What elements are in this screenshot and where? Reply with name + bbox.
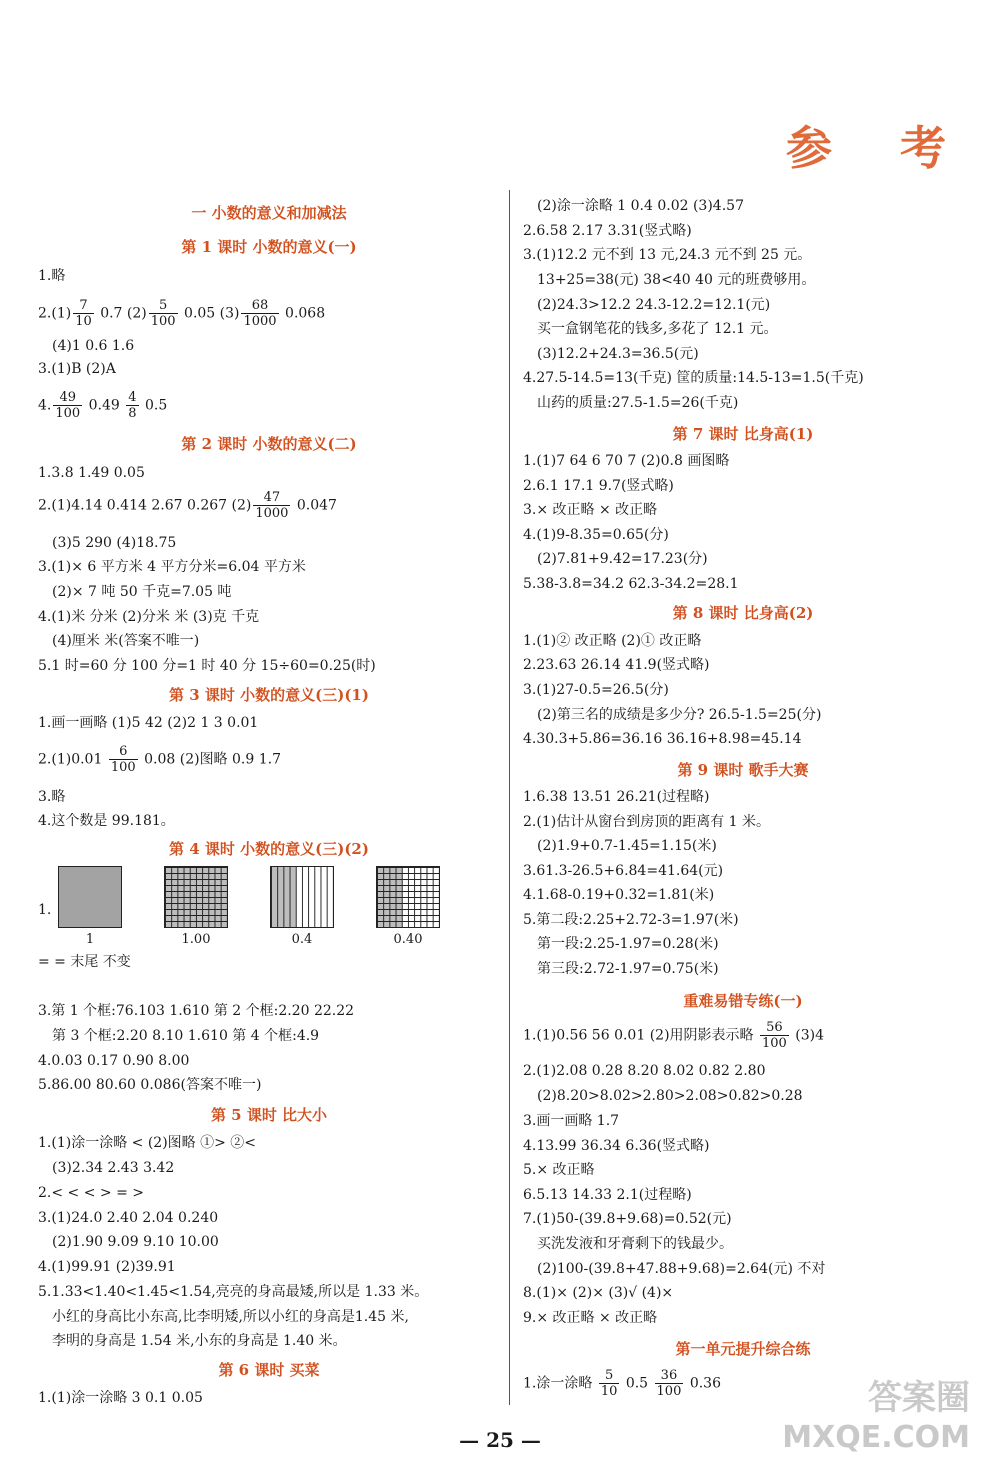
lesson-title: 第 9 课时 歌手大赛 xyxy=(677,761,809,779)
answer-line: (2)第三名的成绩是多少分? 26.5-1.5=25(分) xyxy=(537,707,822,723)
answer-line: (2)1.9+0.7-1.45=1.15(米) xyxy=(537,838,717,854)
answer-line: 1.(1)0.56 56 0.01 (2)用阴影表示略 $\frac{56}{100}$ (3)4 xyxy=(523,1020,825,1051)
hundred-grid xyxy=(164,866,228,928)
figure-label: 1. xyxy=(38,902,52,918)
answer-line: 买一盒钢笔花的钱多,多花了 12.1 元。 xyxy=(537,321,778,337)
answer-line: (3)5 290 (4)18.75 xyxy=(52,535,177,551)
answer-line: 4.27.5-14.5=13(千克) 筐的质量:14.5-13=1.5(千克) xyxy=(523,370,864,386)
unit-title: 一 小数的意义和加减法 xyxy=(191,204,347,222)
answer-line: 3.× 改正略 × 改正略 xyxy=(523,502,658,518)
lesson-title: 第 6 课时 买菜 xyxy=(218,1361,320,1379)
answer-line: (2)7.81+9.42=17.23(分) xyxy=(537,551,708,567)
answer-line: = = 末尾 不变 xyxy=(38,954,131,970)
answer-line: 4.(1)米 分米 (2)分米 米 (3)克 千克 xyxy=(38,609,260,625)
page-number: — 25 — xyxy=(459,1428,541,1452)
lesson-title: 第 8 课时 比身高(2) xyxy=(672,604,814,622)
watermark-logo xyxy=(782,1378,970,1458)
answer-line: 2.23.63 26.14 41.9(竖式略) xyxy=(523,657,710,673)
answer-line: (3)2.34 2.43 3.42 xyxy=(52,1160,175,1176)
answer-line: 5.× 改正略 xyxy=(523,1162,595,1178)
answer-line: 4.1.68-0.19+0.32=1.81(米) xyxy=(523,887,715,903)
lesson-title: 第 2 课时 小数的意义(二) xyxy=(181,435,357,453)
answer-line: 5.38-3.8=34.2 62.3-34.2=28.1 xyxy=(523,576,739,592)
answer-line: 4. $\frac{49}{100}$ 0.49 $\frac{4}{8}$ 0.5 xyxy=(38,390,168,421)
answer-line: 李明的身高是 1.54 米,小东的身高是 1.40 米。 xyxy=(52,1333,347,1349)
watermark-text: 答案圈 xyxy=(868,1378,970,1418)
answer-line: 13+25=38(元) 38<40 40 元的班费够用。 xyxy=(537,272,816,288)
lesson-title: 重难易错专练(一) xyxy=(683,992,803,1010)
answer-line: 山药的质量:27.5-1.5=26(千克) xyxy=(537,395,739,411)
figure-caption: 0.4 xyxy=(291,932,313,947)
answer-line: 1.(1)7 64 6 70 7 (2)0.8 画图略 xyxy=(523,453,730,469)
lesson-title: 第一单元提升综合练 xyxy=(675,1340,811,1358)
tenth-stripes xyxy=(270,866,334,928)
answer-line: 1.(1)涂一涂略 3 0.1 0.05 xyxy=(38,1390,203,1406)
answer-line: 3.第 1 个框:76.103 1.610 第 2 个框:2.20 22.22 xyxy=(38,1003,355,1019)
fraction: $\frac{49}{100}$ xyxy=(55,390,81,421)
figure-caption: 0.40 xyxy=(393,932,423,947)
answer-line: 1.(1)涂一涂略 < (2)图略 ①> ②< xyxy=(38,1135,257,1151)
fraction: $\frac{6}{100}$ xyxy=(110,744,136,775)
hundred-grid xyxy=(376,866,440,928)
answer-line: 2.(1)估计从窗台到房顶的距离有 1 米。 xyxy=(523,814,770,830)
lesson-title: 第 4 课时 小数的意义(三)(2) xyxy=(169,840,369,858)
answer-line: 2.(1)4.14 0.414 2.67 0.267 (2) $\frac{47}{1000}$ 0.047 xyxy=(38,490,337,521)
answer-line: 1.画一画略 (1)5 42 (2)2 1 3 0.01 xyxy=(38,715,259,731)
answer-line: (3)12.2+24.3=36.5(元) xyxy=(537,346,699,362)
answer-line: 第 3 个框:2.20 8.10 1.610 第 4 个框:4.9 xyxy=(52,1028,320,1044)
answer-line: 4.0.03 0.17 0.90 8.00 xyxy=(38,1053,190,1069)
answer-line: 2.6.1 17.1 9.7(竖式略) xyxy=(523,478,674,494)
lesson-title: 第 3 课时 小数的意义(三)(1) xyxy=(169,686,369,704)
answer-line: 1.(1)② 改正略 (2)① 改正略 xyxy=(523,633,702,649)
answer-line: 2.(1) $\frac{7}{10}$ 0.7 (2) $\frac{5}{100}$ 0.05 (3) $\frac{68}{1000}$ 0.068 xyxy=(38,298,326,329)
answer-line: 4.30.3+5.86=36.16 36.16+8.98=45.14 xyxy=(523,731,802,747)
answer-line: 5.第二段:2.25+2.72-3=1.97(米) xyxy=(523,912,739,928)
answer-line: 4.这个数是 99.181。 xyxy=(38,813,175,829)
answer-line: 2.(1)0.01 $\frac{6}{100}$ 0.08 (2)图略 0.9 1.7 xyxy=(38,744,281,775)
fraction: $\frac{56}{100}$ xyxy=(761,1020,787,1051)
figure-caption: 1.00 xyxy=(181,932,211,947)
answer-line: 买洗发液和牙膏剩下的钱最少。 xyxy=(537,1236,733,1252)
answer-line: 7.(1)50-(39.8+9.68)=0.52(元) xyxy=(523,1211,732,1227)
answer-line: 8.(1)× (2)× (3)√ (4)× xyxy=(523,1285,674,1301)
answer-line: (2)100-(39.8+47.88+9.68)=2.64(元) 不对 xyxy=(537,1261,826,1277)
answer-line: 6.5.13 14.33 2.1(过程略) xyxy=(523,1187,692,1203)
answer-line: (2)涂一涂略 1 0.4 0.02 (3)4.57 xyxy=(537,198,744,214)
answer-line: 5.1 时=60 分 100 分=1 时 40 分 15÷60=0.25(时) xyxy=(38,658,376,674)
answer-line: 9.× 改正略 × 改正略 xyxy=(523,1310,658,1326)
fraction: $\frac{36}{100}$ xyxy=(656,1368,682,1399)
watermark-url: MXQE.COM xyxy=(782,1420,970,1455)
lesson-title: 第 7 课时 比身高(1) xyxy=(672,425,814,443)
column-divider xyxy=(509,190,510,1405)
answer-line: (2)× 7 吨 50 千克=7.05 吨 xyxy=(52,584,232,600)
answer-line: (2)1.90 9.09 9.10 10.00 xyxy=(52,1234,219,1250)
answer-line: (4)1 0.6 1.6 xyxy=(52,338,135,354)
answer-line: 第一段:2.25-1.97=0.28(米) xyxy=(537,936,719,952)
answer-line: 1.3.8 1.49 0.05 xyxy=(38,465,145,481)
answer-line: 5.1.33<1.40<1.45<1.54,亮亮的身高最矮,所以是 1.33 米。 xyxy=(38,1284,429,1300)
answer-line: 3.61.3-26.5+6.84=41.64(元) xyxy=(523,863,724,879)
answer-line: 3.(1)24.0 2.40 2.04 0.240 xyxy=(38,1210,219,1226)
answer-line: 1.6.38 13.51 26.21(过程略) xyxy=(523,789,710,805)
lesson-title: 第 1 课时 小数的意义(一) xyxy=(181,238,357,256)
fraction: $\frac{7}{10}$ xyxy=(75,298,92,329)
answer-line: 4.(1)9-8.35=0.65(分) xyxy=(523,527,669,543)
answer-line: 1.涂一涂略 $\frac{5}{10}$ 0.5 $\frac{36}{100}$ 0.36 xyxy=(523,1368,721,1399)
shaded-square xyxy=(58,866,122,928)
fraction: $\frac{4}{8}$ xyxy=(128,390,137,421)
answer-line: 1.略 xyxy=(38,268,66,284)
answer-line: 3.(1)× 6 平方米 4 平方分米=6.04 平方米 xyxy=(38,559,306,575)
fraction: $\frac{68}{1000}$ xyxy=(243,298,277,329)
answer-line: 小红的身高比小东高,比李明矮,所以小红的身高是1.45 米, xyxy=(52,1309,409,1325)
answer-line: (2)24.3>12.2 24.3-12.2=12.1(元) xyxy=(537,297,771,313)
answer-line: 2.< < < > = > xyxy=(38,1185,144,1201)
answer-line: (2)8.20>8.02>2.80>2.08>0.82>0.28 xyxy=(537,1088,803,1104)
answer-line: 3.(1)27-0.5=26.5(分) xyxy=(523,682,669,698)
fraction: $\frac{5}{100}$ xyxy=(150,298,176,329)
answer-line: 2.6.58 2.17 3.31(竖式略) xyxy=(523,223,692,239)
answer-line: (4)厘米 米(答案不唯一) xyxy=(52,633,200,649)
answer-line: 3.略 xyxy=(38,789,66,805)
answer-line: 2.(1)2.08 0.28 8.20 8.02 0.82 2.80 xyxy=(523,1063,766,1079)
lesson-title: 第 5 课时 比大小 xyxy=(210,1106,328,1124)
answer-line: 4.(1)99.91 (2)39.91 xyxy=(38,1259,176,1275)
answer-line: 4.13.99 36.34 6.36(竖式略) xyxy=(523,1138,710,1154)
answer-line: 3.(1)12.2 元不到 13 元,24.3 元不到 25 元。 xyxy=(523,247,812,263)
figure-caption: 1 xyxy=(85,932,95,947)
answer-banner: 参 考 xyxy=(785,121,972,175)
answer-line: 5.86.00 80.60 0.086(答案不唯一) xyxy=(38,1077,262,1093)
answer-line: 3.(1)B (2)A xyxy=(38,361,116,377)
answer-line: 第三段:2.72-1.97=0.75(米) xyxy=(537,961,719,977)
fraction: $\frac{47}{1000}$ xyxy=(255,490,289,521)
fraction: $\frac{5}{10}$ xyxy=(600,1368,618,1399)
answer-line: 3.画一画略 1.7 xyxy=(523,1113,620,1129)
